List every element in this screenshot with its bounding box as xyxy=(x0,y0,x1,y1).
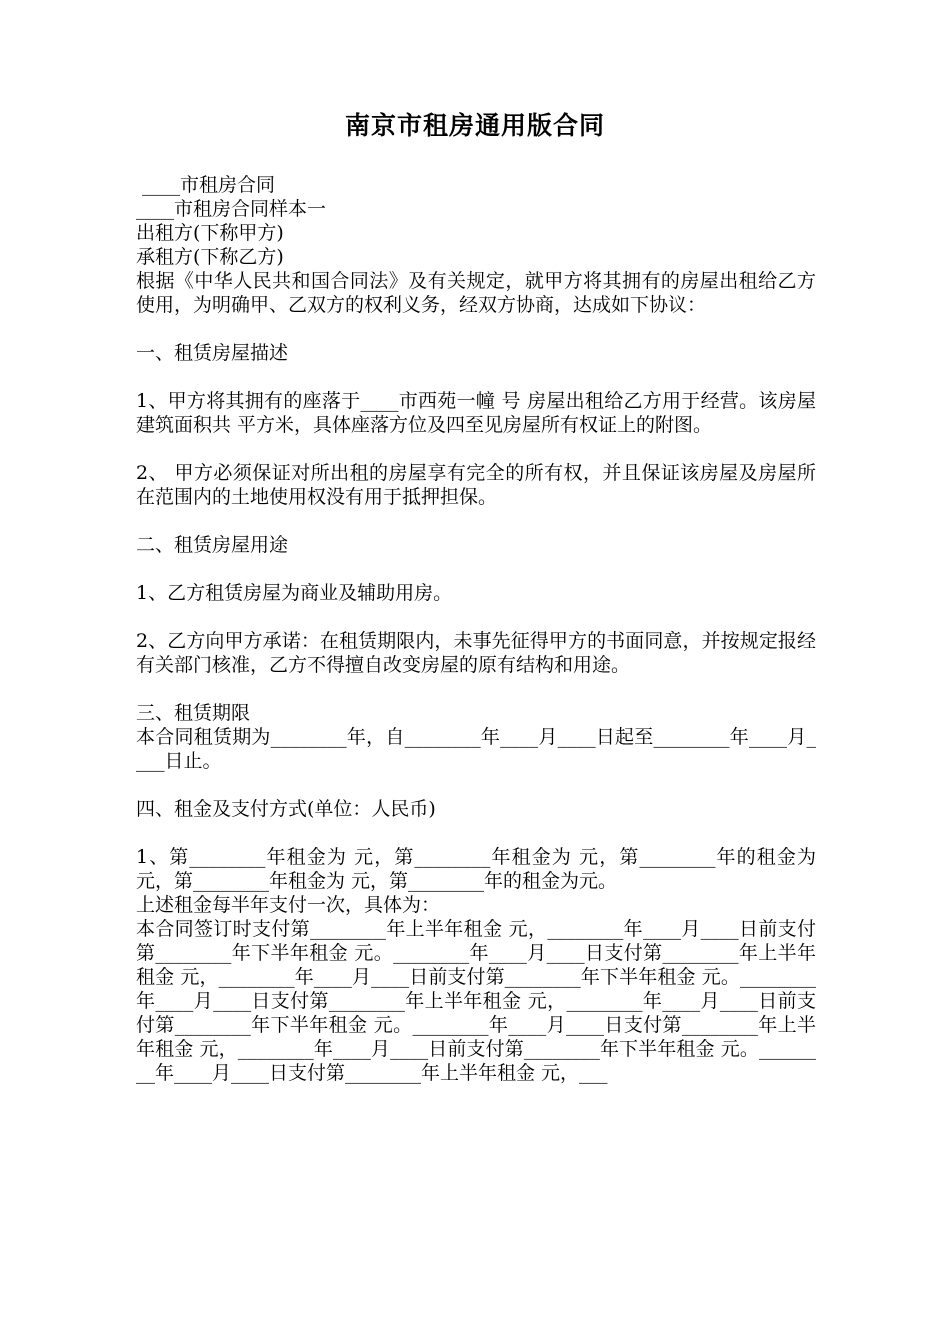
line-city-contract: ____市租房合同 xyxy=(136,174,276,196)
paragraph-1-1: 1、甲方将其拥有的座落于____市西苑一幢 号 房屋出租给乙方用于经营。该房屋建筑面积共 平方米，具体座落方位及四至见房屋所有权证上的附图。 xyxy=(136,390,816,436)
section-heading-4: 四、租金及支付方式(单位：人民币) xyxy=(136,798,436,820)
paragraph-preamble: 根据《中华人民共和国合同法》及有关规定，就甲方将其拥有的房屋出租给乙方使用，为明确甲、乙双方的权利义务，经双方协商，达成如下协议： xyxy=(136,270,816,316)
document-body xyxy=(136,173,816,1085)
spacer xyxy=(136,437,816,461)
spacer xyxy=(136,773,816,797)
spacer xyxy=(136,677,816,701)
paragraph-4-2: 上述租金每半年支付一次，具体为： xyxy=(136,894,441,916)
line-contract-sample: ____市租房合同样本一 xyxy=(136,198,327,220)
spacer xyxy=(136,365,816,389)
section-heading-1: 一、租赁房屋描述 xyxy=(136,342,289,364)
paragraph-3-1: 本合同租赁期为________年，自________年____月____日起至________年____月____日止。 xyxy=(136,726,816,772)
line-lessee: 承租方(下称乙方) xyxy=(136,246,284,268)
spacer xyxy=(136,557,816,581)
spacer xyxy=(136,317,816,341)
section-heading-3: 三、租赁期限 xyxy=(136,702,251,724)
line-lessor: 出租方(下称甲方) xyxy=(136,222,284,244)
paragraph-2-1: 1、乙方租赁房屋为商业及辅助用房。 xyxy=(136,582,453,604)
section-heading-2: 二、租赁房屋用途 xyxy=(136,534,289,556)
paragraph-2-2: 2、乙方向甲方承诺：在租赁期限内，未事先征得甲方的书面同意，并按规定报经有关部门核准，乙方不得擅自改变房屋的原有结构和用途。 xyxy=(136,630,816,676)
spacer xyxy=(136,509,816,533)
spacer xyxy=(136,605,816,629)
paragraph-1-2: 2、 甲方必须保证对所出租的房屋享有完全的所有权，并且保证该房屋及房屋所在范围内的土地使用权没有用于抵押担保。 xyxy=(136,462,816,508)
paragraph-4-3: 本合同签订时支付第________年上半年租金 元，________年____月____日前支付第________年下半年租金 元。________年____月____日支付第________年上半年租金 元，________年____月____日前支付第________年下半年租金 元。________年____月____日支付第________年上半年租金 元，________年____月____日前支付第________年下半年租金 元。________年____月____日支付第________年上半年租金 元，________年____月____日前支付第________年下半年租金 元。________年____月____日支付第________年上半年租金 元，___ xyxy=(136,918,816,1084)
spacer xyxy=(136,821,816,845)
paragraph-4-1: 1、第________年租金为 元，第________年租金为 元，第________年的租金为 元，第________年租金为 元，第________年的租金为元。 xyxy=(136,846,816,892)
document-title: 南京市租房通用版合同 xyxy=(344,111,605,140)
